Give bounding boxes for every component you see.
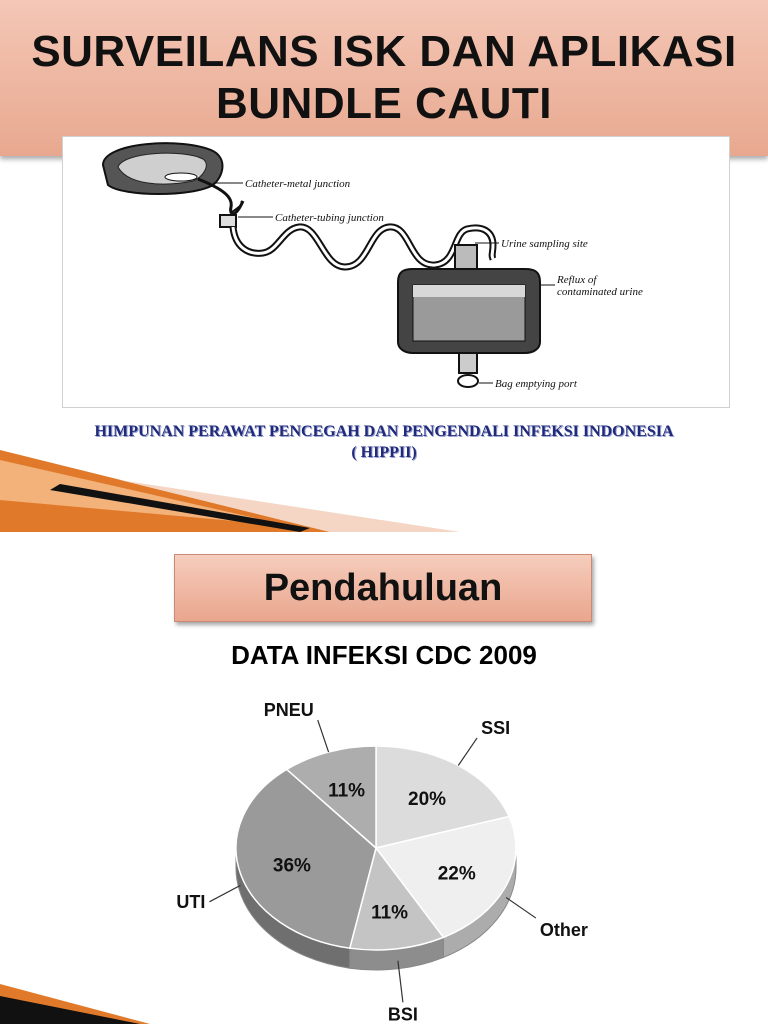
label-catheter-tubing-junction: Catheter-tubing junction [275, 212, 384, 224]
pie-value-pneu: 11% [328, 780, 366, 802]
pie-chart [140, 700, 640, 1024]
catheter-diagram [62, 136, 730, 408]
slide-title: SURVEILANS ISK DAN APLIKASI BUNDLE CAUTI [31, 27, 737, 128]
slide-2 [0, 532, 768, 1024]
sampling-port [455, 245, 477, 271]
pie-value-ssi: 20% [408, 788, 447, 810]
pie-value-other: 22% [437, 863, 476, 885]
junction-connector [220, 215, 236, 227]
pie-leader-other [506, 898, 536, 919]
pie-leader-ssi [458, 738, 477, 766]
emptying-port-cap [458, 375, 478, 387]
label-urine-sampling-site: Urine sampling site [501, 238, 588, 250]
pie-label-other: Other [539, 920, 588, 941]
emptying-port [459, 353, 477, 373]
pie-leader-pneu [318, 720, 329, 752]
decorative-corner [0, 984, 150, 1024]
label-reflux-line2: contaminated urine [557, 286, 643, 298]
pie-value-bsi: 11% [371, 902, 409, 924]
pie-leader-uti [209, 885, 240, 901]
pie-label-uti: UTI [176, 891, 206, 912]
chart-title: DATA INFEKSI CDC 2009 [231, 640, 537, 670]
catheter-diagram-drawing [63, 137, 729, 407]
org-name-line1: HIMPUNAN PERAWAT PENCEGAH DAN PENGENDALI INFEKSI INDONESIA [94, 423, 674, 440]
org-name-line2: ( HIPPII) [351, 444, 417, 461]
title-banner [0, 0, 768, 156]
section-title: Pendahuluan [263, 566, 503, 609]
pie-value-uti: 36% [272, 855, 311, 877]
catheter-tip [165, 173, 197, 181]
label-reflux-line1: Reflux of [557, 274, 597, 286]
decorative-stripes [0, 440, 768, 532]
pie-label-bsi: BSI [387, 1004, 418, 1024]
bag-highlight [413, 285, 525, 297]
pie-label-pneu: PNEU [263, 700, 314, 721]
label-bag-emptying-port: Bag emptying port [495, 378, 577, 390]
label-catheter-metal-junction: Catheter-metal junction [245, 178, 351, 190]
pie-label-ssi: SSI [481, 717, 511, 738]
section-title-box [174, 554, 592, 622]
